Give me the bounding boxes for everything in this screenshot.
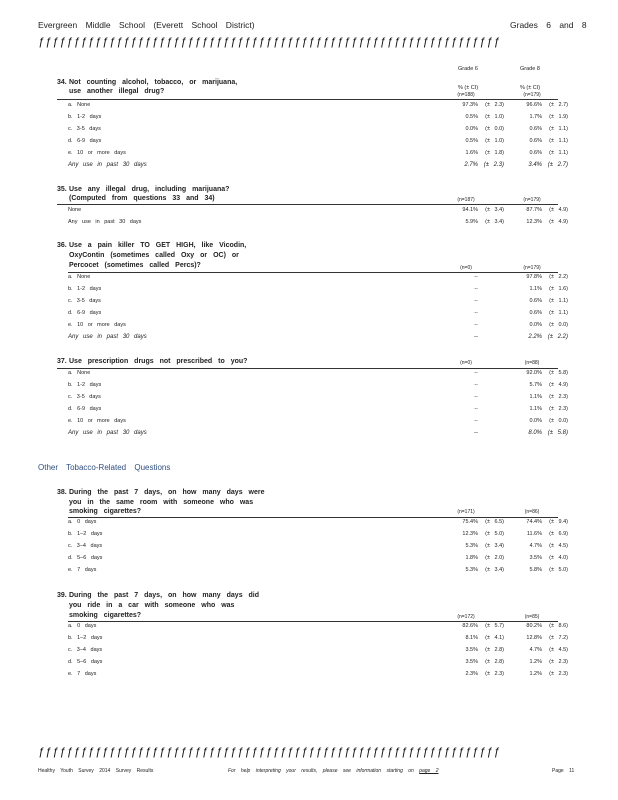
question-text: Use a pain killer TO GET HIGH, like Vicodin, — [69, 242, 247, 249]
row-label: d. 5–6 days — [68, 555, 103, 561]
row-label: e. 10 or more days — [68, 418, 126, 424]
grade6-percent: 75.4% — [462, 519, 478, 525]
sample-size-grade8: (n=179) — [523, 92, 541, 98]
grade8-percent: 12.3% — [526, 219, 542, 225]
grade6-ci: (± 1.0) — [485, 114, 504, 120]
grade6-ci: (± 3.4) — [485, 219, 504, 225]
table-row — [68, 531, 568, 541]
table-row — [68, 102, 568, 112]
question-text: During the past 7 days, on how many days were — [69, 489, 265, 496]
row-label: Any use in past 30 days — [68, 334, 147, 340]
grade6-ci: (± 2.8) — [485, 647, 504, 653]
table-row — [68, 207, 568, 217]
grade8-ci: (± 2.3) — [549, 394, 568, 400]
grade8-percent: 0.6% — [529, 126, 542, 132]
grade8-ci: (± 6.9) — [549, 531, 568, 537]
row-label: d. 6-9 days — [68, 310, 102, 316]
question-number: 34. — [57, 79, 67, 86]
table-rule — [68, 272, 558, 273]
grade6-percent: -- — [474, 406, 478, 412]
grade6-heading: Grade 6 — [458, 66, 478, 72]
sample-size-grade6: (n=0) — [460, 265, 472, 271]
question-text: During the past 7 days, on how many days did — [69, 592, 260, 599]
row-label: d. 5–6 days — [68, 659, 103, 665]
row-label: d. 6-9 days — [68, 406, 102, 412]
row-label: None — [68, 207, 82, 213]
table-row — [68, 555, 568, 565]
table-rule — [68, 517, 558, 518]
table-row — [68, 567, 568, 577]
grade8-ci: (± 2.3) — [549, 659, 568, 665]
grade8-percent: 0.0% — [529, 322, 542, 328]
grade8-percent: 1.1% — [529, 286, 542, 292]
grade8-percent: 2.2% — [528, 334, 542, 340]
table-rule — [57, 368, 558, 369]
row-label: Any use in past 30 days — [68, 219, 142, 225]
question-text: Use prescription drugs not prescribed to you? — [69, 358, 248, 365]
grade6-percent: -- — [474, 286, 478, 292]
grade8-ci: (± 5.8) — [549, 370, 568, 376]
grade6-percent: 82.6% — [462, 623, 478, 629]
grade8-ci: (± 4.5) — [549, 647, 568, 653]
table-row — [68, 114, 568, 124]
pct-ci-heading: % (± CI) — [458, 85, 479, 91]
grade6-percent: 12.3% — [462, 531, 478, 537]
question-text: you in the same room with someone who was — [69, 499, 254, 506]
question-number: 36. — [57, 242, 67, 249]
grade6-percent: 0.0% — [465, 126, 478, 132]
table-rule — [68, 621, 558, 622]
row-label: a. None — [68, 102, 91, 108]
grade6-percent: 97.3% — [462, 102, 478, 108]
grade8-percent: 0.6% — [529, 150, 542, 156]
grade6-ci: (± 2.8) — [485, 659, 504, 665]
grade6-percent: 2.3% — [465, 671, 478, 677]
grades-label: Grades 6 and 8 — [510, 20, 587, 30]
question-text: smoking cigarettes? — [69, 612, 142, 619]
table-row — [68, 647, 568, 657]
row-label: a. None — [68, 370, 91, 376]
table-row — [68, 126, 568, 136]
grade8-percent: 11.6% — [526, 531, 542, 537]
table-rule — [68, 99, 558, 100]
sample-size-grade8: (n=85) — [524, 614, 540, 620]
grade6-ci: (± 5.7) — [485, 623, 504, 629]
grade8-percent: 80.2% — [526, 623, 542, 629]
grade8-ci: (± 7.2) — [549, 635, 568, 641]
table-row — [68, 430, 568, 440]
grade6-percent: 5.9% — [465, 219, 478, 225]
grade8-ci: (± 1.1) — [549, 150, 568, 156]
grade8-percent: 5.7% — [529, 382, 542, 388]
table-row — [68, 286, 568, 296]
sample-size-grade6: (n=187) — [457, 197, 475, 203]
grade6-ci: (± 3.4) — [485, 567, 504, 573]
table-rule — [57, 204, 558, 205]
table-row — [68, 150, 568, 160]
grade8-percent: 0.6% — [529, 310, 542, 316]
table-row — [68, 406, 568, 416]
grade8-percent: 74.4% — [526, 519, 542, 525]
grade8-percent: 3.4% — [528, 162, 542, 168]
sample-size-grade8: (n=88) — [524, 360, 540, 366]
grade8-percent: 1.1% — [529, 394, 542, 400]
grade6-percent: 0.5% — [465, 138, 478, 144]
grade6-percent: 5.3% — [465, 567, 478, 573]
table-row — [68, 671, 568, 681]
table-row — [68, 162, 568, 172]
grade6-percent: 94.1% — [462, 207, 478, 213]
question-number: 37. — [57, 358, 67, 365]
row-label: b. 1-2 days — [68, 382, 102, 388]
row-label: e. 7 days — [68, 671, 97, 677]
grade6-percent: 1.8% — [465, 555, 478, 561]
grade6-ci: (± 0.0) — [485, 126, 504, 132]
grade8-ci: (± 2.3) — [549, 671, 568, 677]
sample-size-grade6: (n=171) — [457, 509, 475, 515]
grade8-ci: (± 4.5) — [549, 543, 568, 549]
table-row — [68, 635, 568, 645]
grade8-percent: 3.5% — [529, 555, 542, 561]
table-row — [68, 519, 568, 529]
question-text: OxyContin (sometimes called Oxy or OC) or — [69, 252, 239, 259]
question-text: you ride in a car with someone who was — [69, 602, 235, 609]
table-row — [68, 543, 568, 553]
row-label: e. 7 days — [68, 567, 97, 573]
footer-survey-title: Healthy Youth Survey 2014 Survey Results — [38, 768, 154, 774]
grade8-ci: (± 2.7) — [549, 102, 568, 108]
grade6-percent: -- — [474, 274, 478, 280]
table-row — [68, 219, 568, 229]
question-text: Use any illegal drug, including marijuana? — [69, 186, 230, 193]
grade8-ci: (± 0.0) — [549, 418, 568, 424]
question-text: Percocet (sometimes called Percs)? — [69, 262, 201, 269]
row-label: c. 3-5 days — [68, 298, 101, 304]
question-text: Not counting alcohol, tobacco, or marijuana, — [69, 79, 238, 86]
grade8-percent: 1.1% — [529, 406, 542, 412]
grade6-ci: (± 2.3) — [485, 671, 504, 677]
grade6-ci: (± 2.0) — [485, 555, 504, 561]
row-label: b. 1–2 days — [68, 531, 103, 537]
row-label: Any use in past 30 days — [68, 430, 147, 436]
grade8-ci: (± 4.9) — [549, 219, 568, 225]
grade8-ci: (± 1.1) — [549, 138, 568, 144]
table-row — [68, 298, 568, 308]
grade8-percent: 1.2% — [529, 671, 542, 677]
grade6-ci: (± 2.3) — [485, 102, 504, 108]
grade8-ci: (± 1.1) — [549, 298, 568, 304]
grade6-percent: -- — [474, 430, 478, 436]
row-label: b. 1–2 days — [68, 635, 103, 641]
grade6-ci: (± 3.4) — [485, 543, 504, 549]
grade8-ci: (± 0.0) — [549, 322, 568, 328]
grade8-ci: (± 1.6) — [549, 286, 568, 292]
grade8-percent: 4.7% — [529, 543, 542, 549]
grade6-percent: 8.1% — [465, 635, 478, 641]
table-row — [68, 418, 568, 428]
grade6-ci: (± 1.8) — [485, 150, 504, 156]
grade6-percent: -- — [474, 418, 478, 424]
grade8-ci: (± 2.7) — [547, 162, 568, 168]
table-row — [68, 310, 568, 320]
grade8-ci: (± 5.8) — [547, 430, 568, 436]
footer-page-link[interactable]: page 2 — [419, 768, 439, 774]
question-text: (Computed from questions 33 and 34) — [69, 195, 215, 202]
grade8-percent: 1.2% — [529, 659, 542, 665]
row-label: b. 1-2 days — [68, 286, 102, 292]
grade8-ci: (± 8.6) — [549, 623, 568, 629]
grade8-percent: 5.8% — [529, 567, 542, 573]
grade8-ci: (± 4.9) — [549, 207, 568, 213]
grade6-ci: (± 2.3) — [483, 162, 504, 168]
row-label: a. 0 days — [68, 519, 97, 525]
grade8-percent: 0.6% — [529, 298, 542, 304]
grade6-ci: (± 4.1) — [485, 635, 504, 641]
sample-size-grade8: (n=179) — [523, 265, 541, 271]
pct-ci-heading: % (± CI) — [520, 85, 541, 91]
question-number: 39. — [57, 592, 67, 599]
grade8-percent: 0.6% — [529, 138, 542, 144]
grade8-percent: 96.6% — [526, 102, 542, 108]
grade8-percent: 0.0% — [529, 418, 542, 424]
grade8-ci: (± 2.2) — [549, 274, 568, 280]
grade8-ci: (± 1.1) — [549, 126, 568, 132]
row-label: c. 3-5 days — [68, 126, 101, 132]
table-row — [68, 623, 568, 633]
grade8-percent: 12.8% — [526, 635, 542, 641]
grade6-percent: -- — [474, 394, 478, 400]
grade8-heading: Grade 8 — [520, 66, 540, 72]
footer-help-prefix: For help interpreting your results, please see information starting on — [228, 768, 414, 774]
grade6-percent: -- — [474, 370, 478, 376]
grade6-percent: -- — [474, 382, 478, 388]
row-label: c. 3–4 days — [68, 647, 103, 653]
header-divider: ƒƒƒƒƒƒƒƒƒƒƒƒƒƒƒƒƒƒƒƒƒƒƒƒƒƒƒƒƒƒƒƒƒƒƒƒƒƒƒƒƒƒƒƒƒƒƒƒƒƒƒƒƒƒƒƒƒƒƒƒƒƒƒƒƒ — [38, 36, 501, 48]
grade8-ci: (± 9.4) — [549, 519, 568, 525]
table-row — [68, 382, 568, 392]
grade6-percent: 3.5% — [465, 647, 478, 653]
footer-page-number: Page 11 — [552, 768, 575, 774]
question-text: use another illegal drug? — [69, 88, 165, 95]
question-text: smoking cigarettes? — [69, 508, 142, 515]
table-row — [68, 370, 568, 380]
row-label: a. 0 days — [68, 623, 97, 629]
grade6-percent: 1.6% — [465, 150, 478, 156]
grade8-percent: 4.7% — [529, 647, 542, 653]
grade6-percent: 3.5% — [465, 659, 478, 665]
grade8-ci: (± 2.2) — [547, 334, 568, 340]
row-label: c. 3–4 days — [68, 543, 103, 549]
grade8-percent: 97.8% — [526, 274, 542, 280]
grade8-percent: 1.7% — [529, 114, 542, 120]
row-label: c. 3-5 days — [68, 394, 101, 400]
grade8-percent: 87.7% — [526, 207, 542, 213]
grade6-percent: -- — [474, 334, 478, 340]
sample-size-grade6: (n=188) — [457, 92, 475, 98]
grade8-ci: (± 1.9) — [549, 114, 568, 120]
question-number: 38. — [57, 489, 67, 496]
row-label: b. 1-2 days — [68, 114, 102, 120]
sample-size-grade6: (n=172) — [457, 614, 475, 620]
grade6-percent: -- — [474, 310, 478, 316]
school-name: Evergreen Middle School (Everett School District) — [38, 20, 255, 30]
footer-divider: ƒƒƒƒƒƒƒƒƒƒƒƒƒƒƒƒƒƒƒƒƒƒƒƒƒƒƒƒƒƒƒƒƒƒƒƒƒƒƒƒƒƒƒƒƒƒƒƒƒƒƒƒƒƒƒƒƒƒƒƒƒƒƒƒƒ — [38, 746, 501, 758]
row-label: e. 10 or more days — [68, 322, 126, 328]
grade8-ci: (± 1.1) — [549, 310, 568, 316]
sample-size-grade8: (n=86) — [524, 509, 540, 515]
grade6-ci: (± 6.5) — [485, 519, 504, 525]
row-label: d. 6-9 days — [68, 138, 102, 144]
table-row — [68, 138, 568, 148]
grade6-percent: 2.7% — [464, 162, 478, 168]
grade6-ci: (± 1.0) — [485, 138, 504, 144]
grade8-ci: (± 5.0) — [549, 567, 568, 573]
grade6-ci: (± 3.4) — [485, 207, 504, 213]
grade6-percent: 0.5% — [465, 114, 478, 120]
grade8-ci: (± 4.0) — [549, 555, 568, 561]
table-row — [68, 394, 568, 404]
grade6-ci: (± 5.0) — [485, 531, 504, 537]
table-row — [68, 334, 568, 344]
row-label: e. 10 or more days — [68, 150, 126, 156]
sample-size-grade6: (n=0) — [460, 360, 472, 366]
row-label: Any use in past 30 days — [68, 162, 147, 168]
grade8-percent: 92.0% — [526, 370, 542, 376]
table-row — [68, 274, 568, 284]
grade8-ci: (± 4.9) — [549, 382, 568, 388]
footer-help-text — [228, 768, 439, 774]
section-title: Other Tobacco-Related Questions — [38, 463, 171, 472]
grade8-percent: 8.0% — [528, 430, 542, 436]
table-row — [68, 322, 568, 332]
table-row — [68, 659, 568, 669]
grade6-percent: -- — [474, 298, 478, 304]
sample-size-grade8: (n=179) — [523, 197, 541, 203]
row-label: a. None — [68, 274, 91, 280]
question-number: 35. — [57, 186, 67, 193]
grade6-percent: 5.3% — [465, 543, 478, 549]
grade8-ci: (± 2.3) — [549, 406, 568, 412]
grade6-percent: -- — [474, 322, 478, 328]
